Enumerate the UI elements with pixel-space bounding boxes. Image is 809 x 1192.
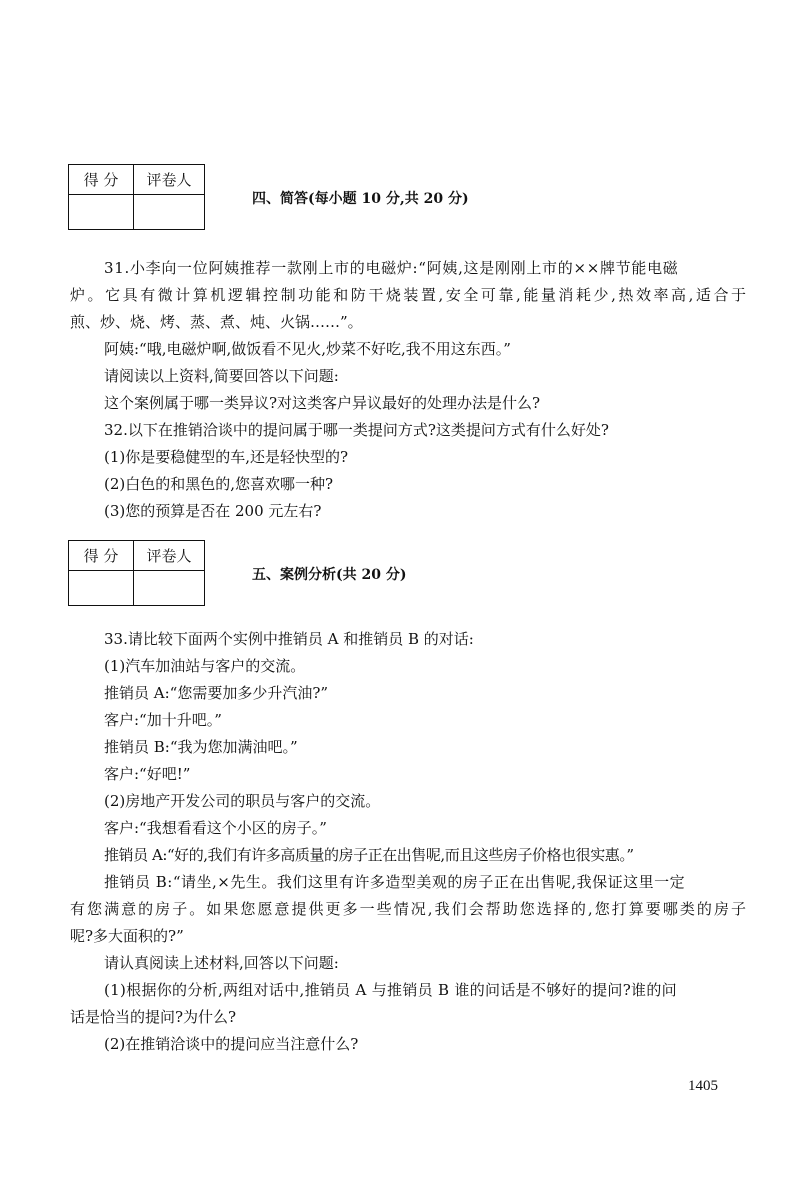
question-33-text: 推销员 B:“我为您加满油吧。” xyxy=(104,738,298,756)
score-header: 得 分 xyxy=(69,541,134,571)
question-33-text: 呢?多大面积的?” xyxy=(70,927,184,945)
question-33-text: (1)汽车加油站与客户的交流。 xyxy=(104,657,306,675)
score-table xyxy=(68,164,205,230)
question-33-text: 话是恰当的提问?为什么? xyxy=(70,1008,237,1026)
score-header: 得 分 xyxy=(69,165,134,195)
question-33-text: 客户:“加十升吧。” xyxy=(104,711,222,729)
score-table xyxy=(68,540,205,606)
page-number: 1405 xyxy=(688,1078,718,1094)
question-31-text: 请阅读以上资料,简要回答以下问题: xyxy=(104,367,339,385)
question-33-text: 客户:“我想看看这个小区的房子。” xyxy=(104,819,327,837)
question-33-text: (2)在推销洽谈中的提问应当注意什么? xyxy=(104,1035,359,1053)
question-33-text: 推销员 A:“好的,我们有许多高质量的房子正在出售呢,而且这些房子价格也很实惠。” xyxy=(104,846,634,864)
question-31-text: 这个案例属于哪一类异议?对这类客户异议最好的处理办法是什么? xyxy=(104,394,541,412)
question-31-text: 煎、炒、烧、烤、蒸、煮、炖、火锅……”。 xyxy=(70,313,363,331)
score-cell xyxy=(69,571,134,606)
grader-header: 评卷人 xyxy=(134,541,205,571)
question-33-text: 有您满意的房子。如果您愿意提供更多一些情况,我们会帮助您选择的,您打算要哪类的房子 xyxy=(70,900,746,918)
question-31-text: 31.小李向一位阿姨推荐一款刚上市的电磁炉:“阿姨,这是刚刚上市的××牌节能电磁 xyxy=(104,259,679,277)
question-33-text: (2)房地产开发公司的职员与客户的交流。 xyxy=(104,792,381,810)
question-31-text: 炉。它具有微计算机逻辑控制功能和防干烧装置,安全可靠,能量消耗少,热效率高,适合于 xyxy=(70,286,746,304)
question-33-text: 请认真阅读上述材料,回答以下问题: xyxy=(104,954,339,972)
grader-cell xyxy=(134,195,205,230)
question-33-text: 客户:“好吧!” xyxy=(104,765,191,783)
question-32-option: (3)您的预算是否在 200 元左右? xyxy=(104,502,322,520)
question-33-text: (1)根据你的分析,两组对话中,推销员 A 与推销员 B 谁的问话是不够好的提问?谁的问 xyxy=(104,981,677,999)
question-32-text: 32.以下在推销洽谈中的提问属于哪一类提问方式?这类提问方式有什么好处? xyxy=(104,421,609,439)
section-title: 四、简答(每小题 10 分,共 20 分) xyxy=(252,191,469,207)
score-cell xyxy=(69,195,134,230)
grader-cell xyxy=(134,571,205,606)
question-31-text: 阿姨:“哦,电磁炉啊,做饭看不见火,炒菜不好吃,我不用这东西。” xyxy=(104,340,511,358)
section-title: 五、案例分析(共 20 分) xyxy=(252,567,407,583)
question-32-option: (1)你是要稳健型的车,还是轻快型的? xyxy=(104,448,349,466)
grader-header: 评卷人 xyxy=(134,165,205,195)
question-32-option: (2)白色的和黑色的,您喜欢哪一种? xyxy=(104,475,334,493)
question-33-text: 33.请比较下面两个实例中推销员 A 和推销员 B 的对话: xyxy=(104,630,474,648)
question-33-text: 推销员 B:“请坐,×先生。我们这里有许多造型美观的房子正在出售呢,我保证这里一定 xyxy=(104,873,686,891)
question-33-text: 推销员 A:“您需要加多少升汽油?” xyxy=(104,684,329,702)
